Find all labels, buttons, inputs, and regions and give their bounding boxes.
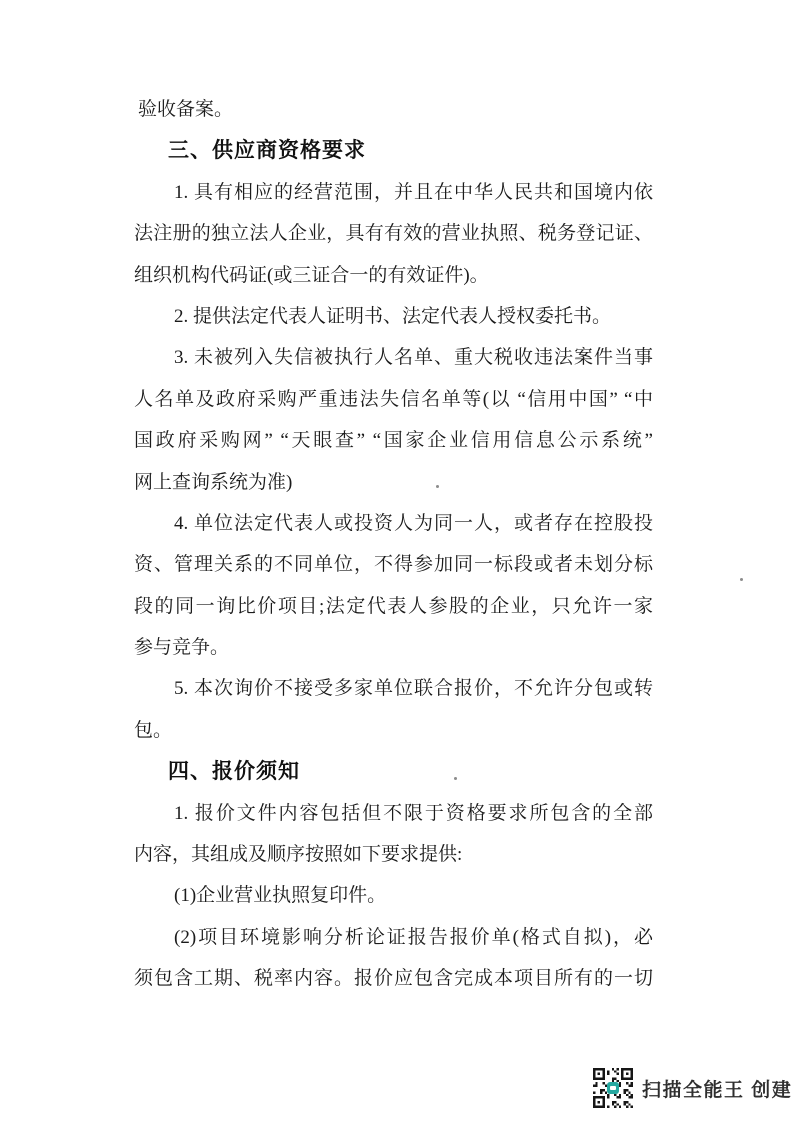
text-line: 4. 单位法定代表人或投资人为同一人，或者存在控股投	[174, 512, 653, 534]
section-heading: 四、报价须知	[168, 760, 300, 784]
text-line: 资、管理关系的不同单位，不得参加同一标段或者未划分标	[134, 554, 653, 576]
text-line: 3. 未被列入失信被执行人名单、重大税收违法案件当事	[174, 347, 653, 369]
text-line: 5. 本次询价不接受多家单位联合报价，不允许分包或转	[174, 678, 653, 700]
text-line: 须包含工期、税率内容。报价应包含完成本项目所有的一切	[134, 968, 653, 990]
text-line: (1)企业营业执照复印件。	[174, 885, 387, 907]
text-line: 1. 报价文件内容包括但不限于资格要求所包含的全部	[174, 802, 653, 824]
text-line: 1. 具有相应的经营范围，并且在中华人民共和国境内依	[174, 181, 653, 203]
text-line: 2. 提供法定代表人证明书、法定代表人授权委托书。	[174, 305, 612, 327]
camscanner-watermark	[593, 1068, 792, 1108]
camscanner-logo-icon	[607, 1082, 619, 1094]
section-heading: 三、供应商资格要求	[168, 139, 366, 163]
text-line: (2)项目环境影响分析论证报告报价单(格式自拟)，必	[174, 926, 653, 948]
text-line: 人名单及政府采购严重违法失信名单等(以 “信用中国” “中	[134, 388, 653, 410]
text-line: 网上查询系统为准)	[134, 471, 293, 493]
text-line: 包。	[134, 719, 173, 741]
qr-code-icon	[593, 1068, 633, 1108]
scan-speck	[740, 578, 743, 581]
document-text	[134, 89, 653, 1000]
text-line: 内容，其组成及顺序按照如下要求提供:	[134, 844, 463, 866]
text-line: 法注册的独立法人企业，具有有效的营业执照、税务登记证、	[134, 223, 653, 245]
text-line: 段的同一询比价项目;法定代表人参股的企业，只允许一家	[134, 595, 653, 617]
watermark-label: 扫描全能王 创建	[642, 1079, 793, 1101]
scan-speck	[436, 485, 439, 488]
text-line: 国政府采购网” “天眼查” “国家企业信用信息公示系统”	[134, 430, 653, 452]
text-line: 验收备案。	[138, 99, 234, 120]
scan-speck	[454, 777, 457, 780]
text-line: 组织机构代码证(或三证合一的有效证件)。	[134, 264, 489, 286]
text-line: 参与竞争。	[134, 637, 230, 659]
